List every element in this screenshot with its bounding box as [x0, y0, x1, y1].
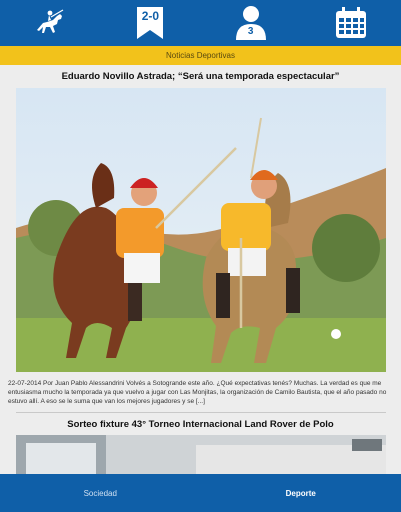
article-title-2[interactable]: Sorteo fixture 43° Torneo Internacional Land Rover de Polo [67, 419, 334, 430]
article-divider [16, 412, 386, 413]
top-navigation-bar [0, 0, 401, 46]
calendar-icon[interactable] [331, 3, 371, 43]
article-photo-polo[interactable] [16, 88, 386, 372]
article-title[interactable]: Eduardo Novillo Astrada; “Será una temporada espectacular” [61, 71, 340, 82]
section-title: Noticias Deportivas [0, 46, 401, 65]
score-label: 2-0 [141, 9, 160, 23]
news-feed[interactable] [0, 65, 401, 474]
user-count: 3 [247, 26, 254, 37]
polo-horse-icon[interactable] [30, 3, 70, 43]
article-excerpt[interactable]: 22-07-2014 Por Juan Pablo Alessandrini Volvés a Sotogrande este año. ¿Qué expectativas tenés? Muchas. La verdad es que me entusiasma mucho la temporada ya que vuelvo a jugar con Las Monjitas, la organización de Camilo Bautista, que el año pasado no estuvo allí. A eso se le suma que van los mejores jugadores y se [...] [8, 380, 387, 405]
article-photo-fixture[interactable] [16, 435, 386, 474]
user-icon[interactable] [231, 3, 271, 43]
tab-sociedad[interactable]: Sociedad [83, 488, 117, 498]
fixture-score-icon[interactable] [130, 3, 170, 43]
bottom-tab-bar [0, 474, 401, 512]
tab-deporte[interactable]: Deporte [285, 488, 316, 498]
